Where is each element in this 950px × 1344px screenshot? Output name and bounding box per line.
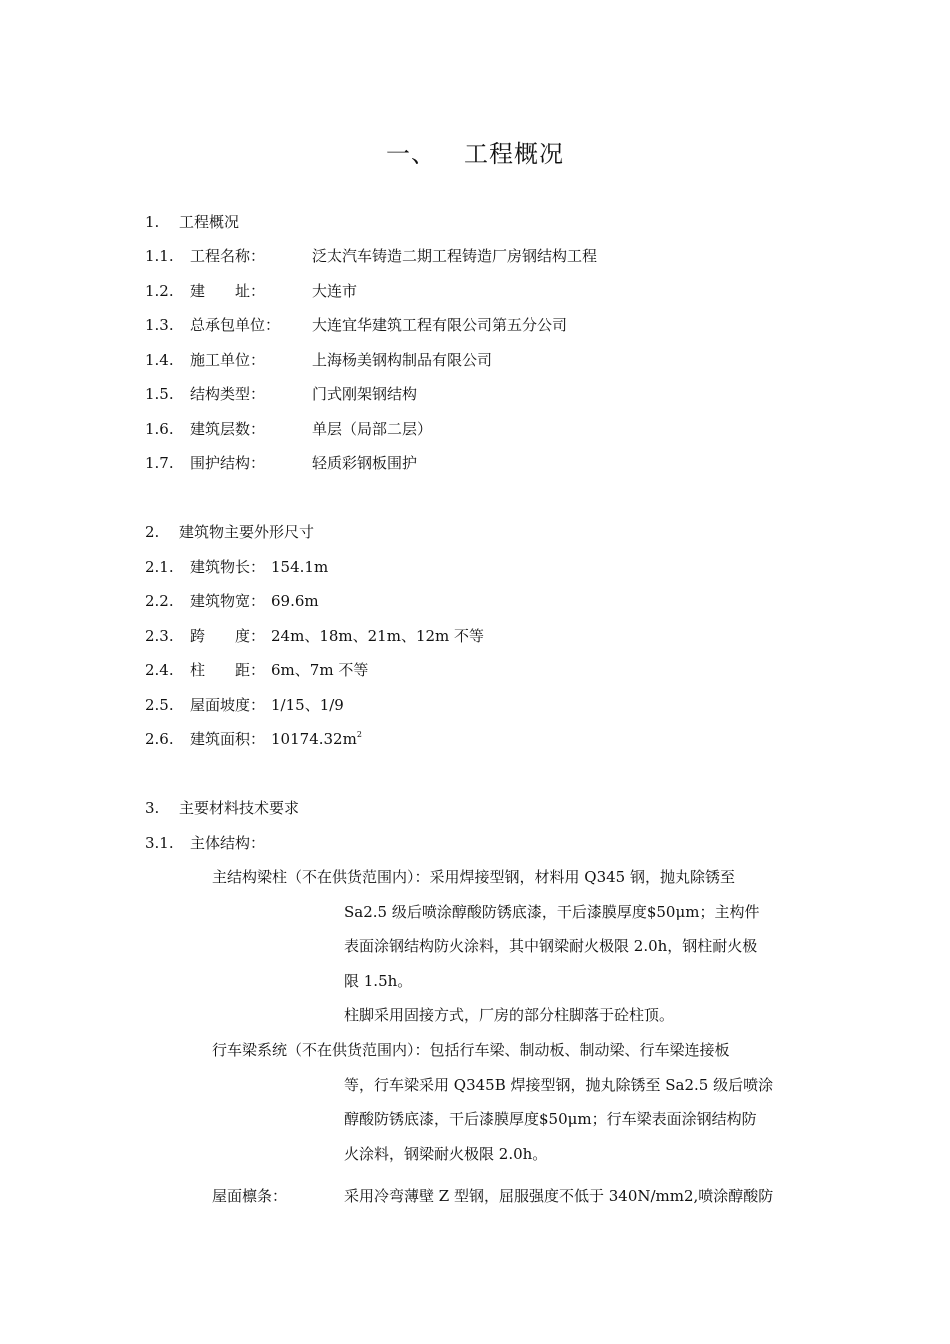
item-1-7	[145, 453, 417, 473]
beam-paragraph-line: Sa2.5 级后喷涂醇酸防锈底漆，干后漆膜厚度$50μm；主构件	[344, 903, 760, 921]
item-1-4	[145, 350, 492, 370]
item-1-3	[145, 315, 567, 335]
section-number: 1.	[145, 213, 160, 231]
page-title	[0, 134, 950, 169]
item-1-1	[145, 246, 597, 266]
item-number: 3.1.	[145, 834, 174, 852]
item-2-6	[145, 729, 362, 749]
item-value: 10174.32m	[271, 730, 357, 748]
item-value: 154.1m	[271, 558, 329, 576]
item-key: 结构类型：	[190, 385, 266, 403]
item-value: 单层（局部二层）	[312, 420, 433, 438]
section-2-heading	[145, 522, 314, 542]
item-number: 2.4.	[145, 661, 174, 679]
item-2-5	[145, 695, 344, 715]
item-number: 1.3.	[145, 316, 174, 334]
item-value: 轻质彩钢板围护	[312, 454, 418, 472]
item-number: 1.7.	[145, 454, 174, 472]
title-number: 一、	[386, 140, 436, 168]
purlin-key: 屋面檩条：	[212, 1187, 288, 1205]
section-number: 3.	[145, 799, 160, 817]
item-number: 1.2.	[145, 282, 174, 300]
item-3-1	[145, 833, 265, 853]
section-3-heading	[145, 798, 299, 818]
beam-paragraph-line: 表面涂钢结构防火涂料，其中钢梁耐火极限 2.0h，钢柱耐火极	[344, 937, 758, 955]
title-text: 工程概况	[464, 140, 564, 168]
item-2-1	[145, 557, 328, 577]
item-key: 柱 距：	[190, 661, 266, 679]
item-key: 建筑物宽：	[190, 592, 266, 610]
item-number: 1.1.	[145, 247, 174, 265]
item-key: 跨 度：	[190, 627, 266, 645]
beam-paragraph-line: 限 1.5h。	[344, 972, 413, 990]
crane-paragraph-line: 火涂料，钢梁耐火极限 2.0h。	[344, 1145, 548, 1163]
item-value: 泛太汽车铸造二期工程铸造厂房钢结构工程	[312, 247, 598, 265]
item-number: 1.6.	[145, 420, 174, 438]
item-1-6	[145, 419, 432, 439]
item-number: 2.5.	[145, 696, 174, 714]
item-value: 24m、18m、21m、12m 不等	[271, 627, 485, 645]
item-key: 屋面坡度：	[190, 696, 266, 714]
purlin-value: 采用冷弯薄壁 Z 型钢，屈服强度不低于 340N/mm2,喷涂醇酸防	[344, 1187, 774, 1205]
beam-paragraph-line: 柱脚采用固接方式，厂房的部分柱脚落于砼柱顶。	[344, 1006, 675, 1024]
section-label: 建筑物主要外形尺寸	[179, 523, 315, 541]
item-key: 施工单位：	[190, 351, 266, 369]
crane-paragraph-line: 醇酸防锈底漆，干后漆膜厚度$50μm；行车梁表面涂钢结构防	[344, 1110, 757, 1128]
section-1-heading	[145, 212, 239, 232]
item-key: 建筑面积：	[190, 730, 266, 748]
item-key: 建 址：	[190, 282, 266, 300]
item-value: 上海杨美钢构制品有限公司	[312, 351, 493, 369]
item-key: 围护结构：	[190, 454, 266, 472]
item-1-2	[145, 281, 357, 301]
item-2-2	[145, 591, 319, 611]
item-value: 大连宜华建筑工程有限公司第五分公司	[312, 316, 568, 334]
section-label: 主要材料技术要求	[179, 799, 300, 817]
item-1-5	[145, 384, 417, 404]
beam-paragraph-head: 主结构梁柱（不在供货范围内）：采用焊接型钢，材料用 Q345 钢，抛丸除锈至	[212, 868, 735, 886]
item-value: 1/15、1/9	[271, 696, 344, 714]
item-value: 69.6m	[271, 592, 319, 610]
item-number: 2.6.	[145, 730, 174, 748]
item-number: 2.2.	[145, 592, 174, 610]
superscript: 2	[356, 730, 362, 739]
item-2-3	[145, 626, 484, 646]
item-value: 门式刚架钢结构	[312, 385, 418, 403]
section-label: 工程概况	[179, 213, 240, 231]
crane-paragraph-line: 等，行车梁采用 Q345B 焊接型钢，抛丸除锈至 Sa2.5 级后喷涂	[344, 1076, 774, 1094]
item-number: 2.3.	[145, 627, 174, 645]
item-number: 1.4.	[145, 351, 174, 369]
item-number: 2.1.	[145, 558, 174, 576]
item-number: 1.5.	[145, 385, 174, 403]
item-key: 建筑层数：	[190, 420, 266, 438]
item-key: 建筑物长：	[190, 558, 266, 576]
item-key: 主体结构：	[190, 834, 266, 852]
item-key: 总承包单位：	[190, 316, 281, 334]
crane-paragraph-head: 行车梁系统（不在供货范围内）：包括行车梁、制动板、制动梁、行车梁连接板	[212, 1041, 730, 1059]
item-2-4	[145, 660, 368, 680]
item-key: 工程名称：	[190, 247, 266, 265]
item-value: 大连市	[312, 282, 358, 300]
section-number: 2.	[145, 523, 160, 541]
item-value: 6m、7m 不等	[271, 661, 369, 679]
